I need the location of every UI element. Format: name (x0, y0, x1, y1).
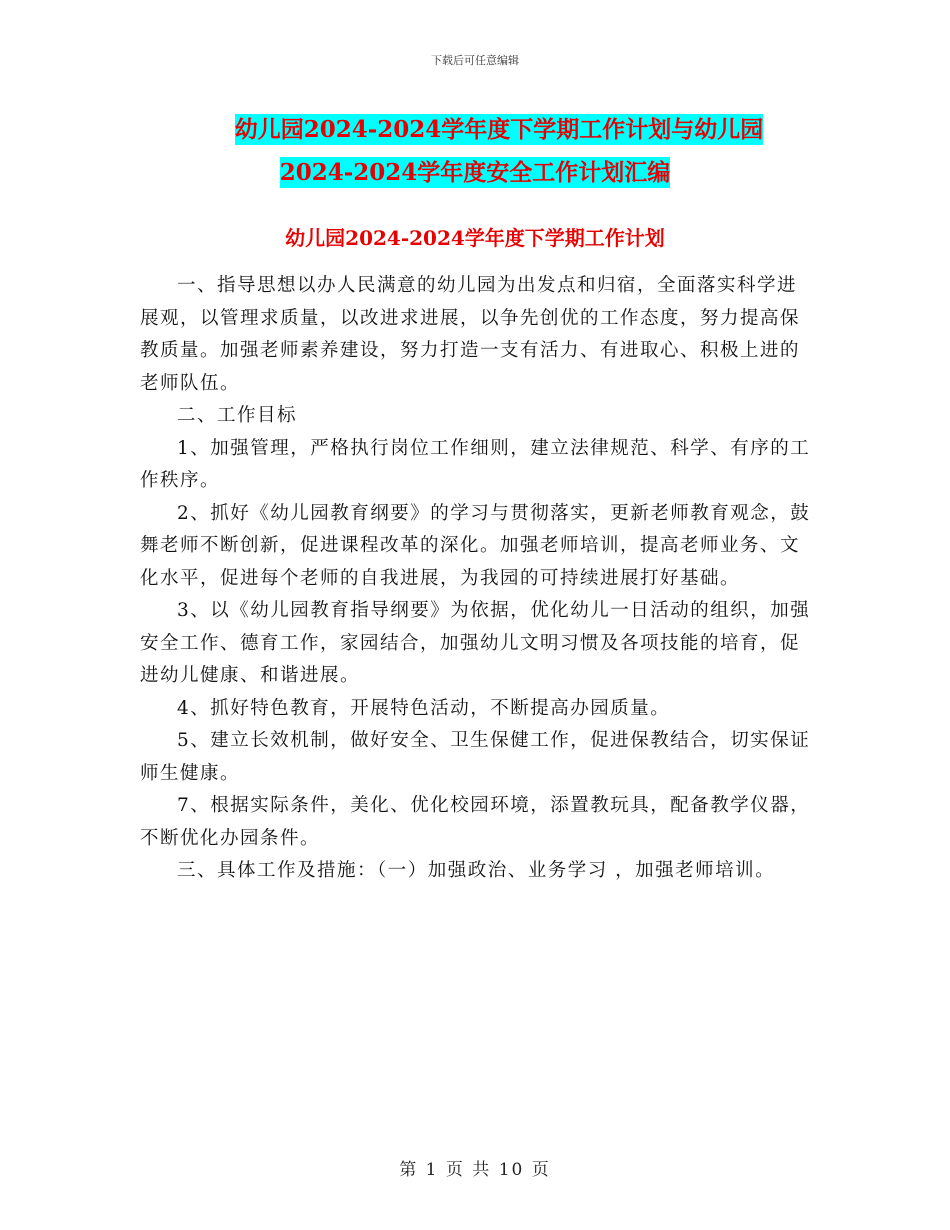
document-body (140, 270, 812, 888)
page-header-note: 下载后可任意编辑 (431, 54, 519, 67)
paragraph-goal-2: 2、抓好《幼儿园教育纲要》的学习与贯彻落实，更新老师教育观念，鼓舞老师不断创新，促进课程改革的深化。加强老师培训，提高老师业务、文化水平，促进每个老师的自我进展，为我园的可持续进展打好基础。 (140, 502, 811, 589)
paragraph-goal-1: 1、加强管理，严格执行岗位工作细则，建立法律规范、科学、有序的工作秩序。 (140, 437, 811, 491)
paragraph-guiding-ideology: 一、指导思想以办人民满意的幼儿园为出发点和归宿，全面落实科学进展观，以管理求质量，以改进求进展，以争先创优的工作态度，努力提高保教质量。加强老师素养建设，努力打造一支有活力、有进取心、积极上进的老师队伍。 (140, 275, 801, 394)
paragraph-goal-5: 5、建立长效机制，做好安全、卫生保健工作，促进保教结合，切实保证师生健康。 (140, 730, 811, 784)
main-title-line-1-text: 幼儿园2024-2024学年度下学期工作计划与幼儿园 (234, 116, 764, 143)
main-title-line-2-text: 2024-2024学年度安全工作计划汇编 (279, 159, 671, 186)
main-title-line-2 (0, 158, 950, 188)
page-footer-number: 第 1 页 共 10 页 (399, 1160, 551, 1180)
paragraph-goal-4: 4、抓好特色教育，开展特色活动，不断提高办园质量。 (177, 697, 671, 719)
paragraph-work-goals-heading: 二、工作目标 (177, 405, 298, 426)
main-title-line-1 (24, 115, 950, 145)
paragraph-measures: 三、具体工作及措施：（一）加强政治、业务学习 ，加强老师培训。 (177, 860, 776, 881)
paragraph-goal-3: 3、以《幼儿园教育指导纲要》为依据，优化幼儿一日活动的组织，加强安全工作、德育工作，家园结合，加强幼儿文明习惯及各项技能的培育，促进幼儿健康、和谐进展。 (140, 600, 811, 686)
section-title: 幼儿园2024-2024学年度下学期工作计划 (285, 226, 665, 250)
paragraph-goal-7: 7、根据实际条件，美化、优化校园环境，添置教玩具，配备教学仪器，不断优化办园条件。 (140, 795, 811, 849)
